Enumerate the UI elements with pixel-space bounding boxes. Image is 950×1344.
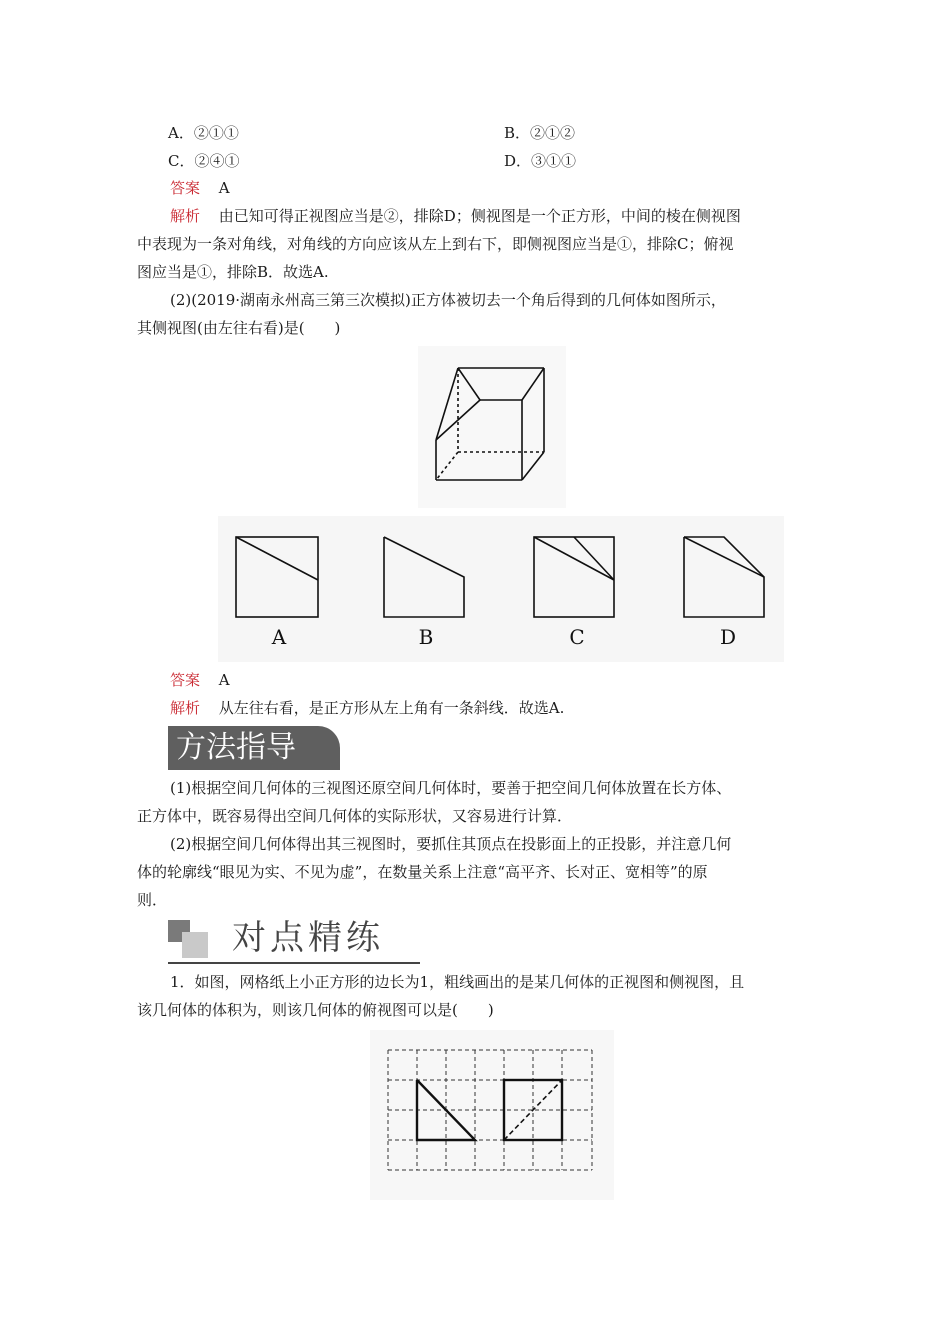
analysis-1-line-2: 中表现为一条对角线，对角线的方向应该从左上到右下，即侧视图应当是①，排除C；俯视 <box>137 235 734 253</box>
practice-q1-line-1: 1．如图，网格纸上小正方形的边长为1，粗线画出的是某几何体的正视图和侧视图，且 <box>170 973 745 991</box>
truncated-cube-figure <box>418 346 566 508</box>
choice-figures <box>218 516 784 662</box>
method-p2-line-3: 则． <box>137 891 168 909</box>
method-banner: 方法指导 <box>168 726 340 770</box>
analysis-text: 由已知可得正视图应当是②，排除D；侧视图是一个正方形，中间的棱在侧视图 <box>218 207 741 225</box>
divider <box>168 962 420 964</box>
option-d: D．③①① <box>504 152 577 170</box>
answer-label: 答案 <box>170 671 201 689</box>
analysis-2 <box>170 698 564 718</box>
square-icon <box>182 932 208 958</box>
choice-label-a: A <box>271 625 287 649</box>
answer-value: A <box>218 179 230 197</box>
grid-views-figure <box>370 1030 614 1200</box>
practice-q1-line-2: 该几何体的体积为，则该几何体的俯视图可以是( ) <box>137 1001 494 1019</box>
practice-title: 对点精练 <box>232 918 384 958</box>
answer-2 <box>170 670 230 690</box>
choice-label-b: B <box>418 625 434 649</box>
method-p1-line-2: 正方体中，既容易得出空间几何体的实际形状，又容易进行计算． <box>137 807 573 825</box>
option-a: A．②①① <box>168 124 239 142</box>
analysis-1-line-1 <box>170 206 741 226</box>
analysis-1-line-3: 图应当是①，排除B．故选A. <box>137 263 329 281</box>
question-2-line-2: 其侧视图(由左往右看)是( ) <box>137 319 341 337</box>
question-2-line-1: (2)(2019·湖南永州高三第三次模拟)正方体被切去一个角后得到的几何体如图所示， <box>170 291 726 309</box>
analysis-text: 从左往右看，是正方形从左上角有一条斜线．故选A. <box>218 699 565 717</box>
analysis-label: 解析 <box>170 207 201 225</box>
answer-value: A <box>218 671 230 689</box>
method-p2-line-1: (2)根据空间几何体得出其三视图时，要抓住其顶点在投影面上的正投影，并注意几何 <box>170 835 732 853</box>
choice-label-d: D <box>719 625 737 649</box>
analysis-label: 解析 <box>170 699 201 717</box>
option-c: C．②④① <box>168 152 240 170</box>
practice-header <box>168 914 420 964</box>
option-b: B．②①② <box>504 124 576 142</box>
answer-label: 答案 <box>170 179 201 197</box>
choice-label-c: C <box>569 625 585 649</box>
answer-1 <box>170 178 230 198</box>
method-p2-line-2: 体的轮廓线“眼见为实、不见为虚”，在数量关系上注意“高平齐、长对正、宽相等”的原 <box>137 863 708 881</box>
method-p1-line-1: (1)根据空间几何体的三视图还原空间几何体时，要善于把空间几何体放置在长方体、 <box>170 779 732 797</box>
